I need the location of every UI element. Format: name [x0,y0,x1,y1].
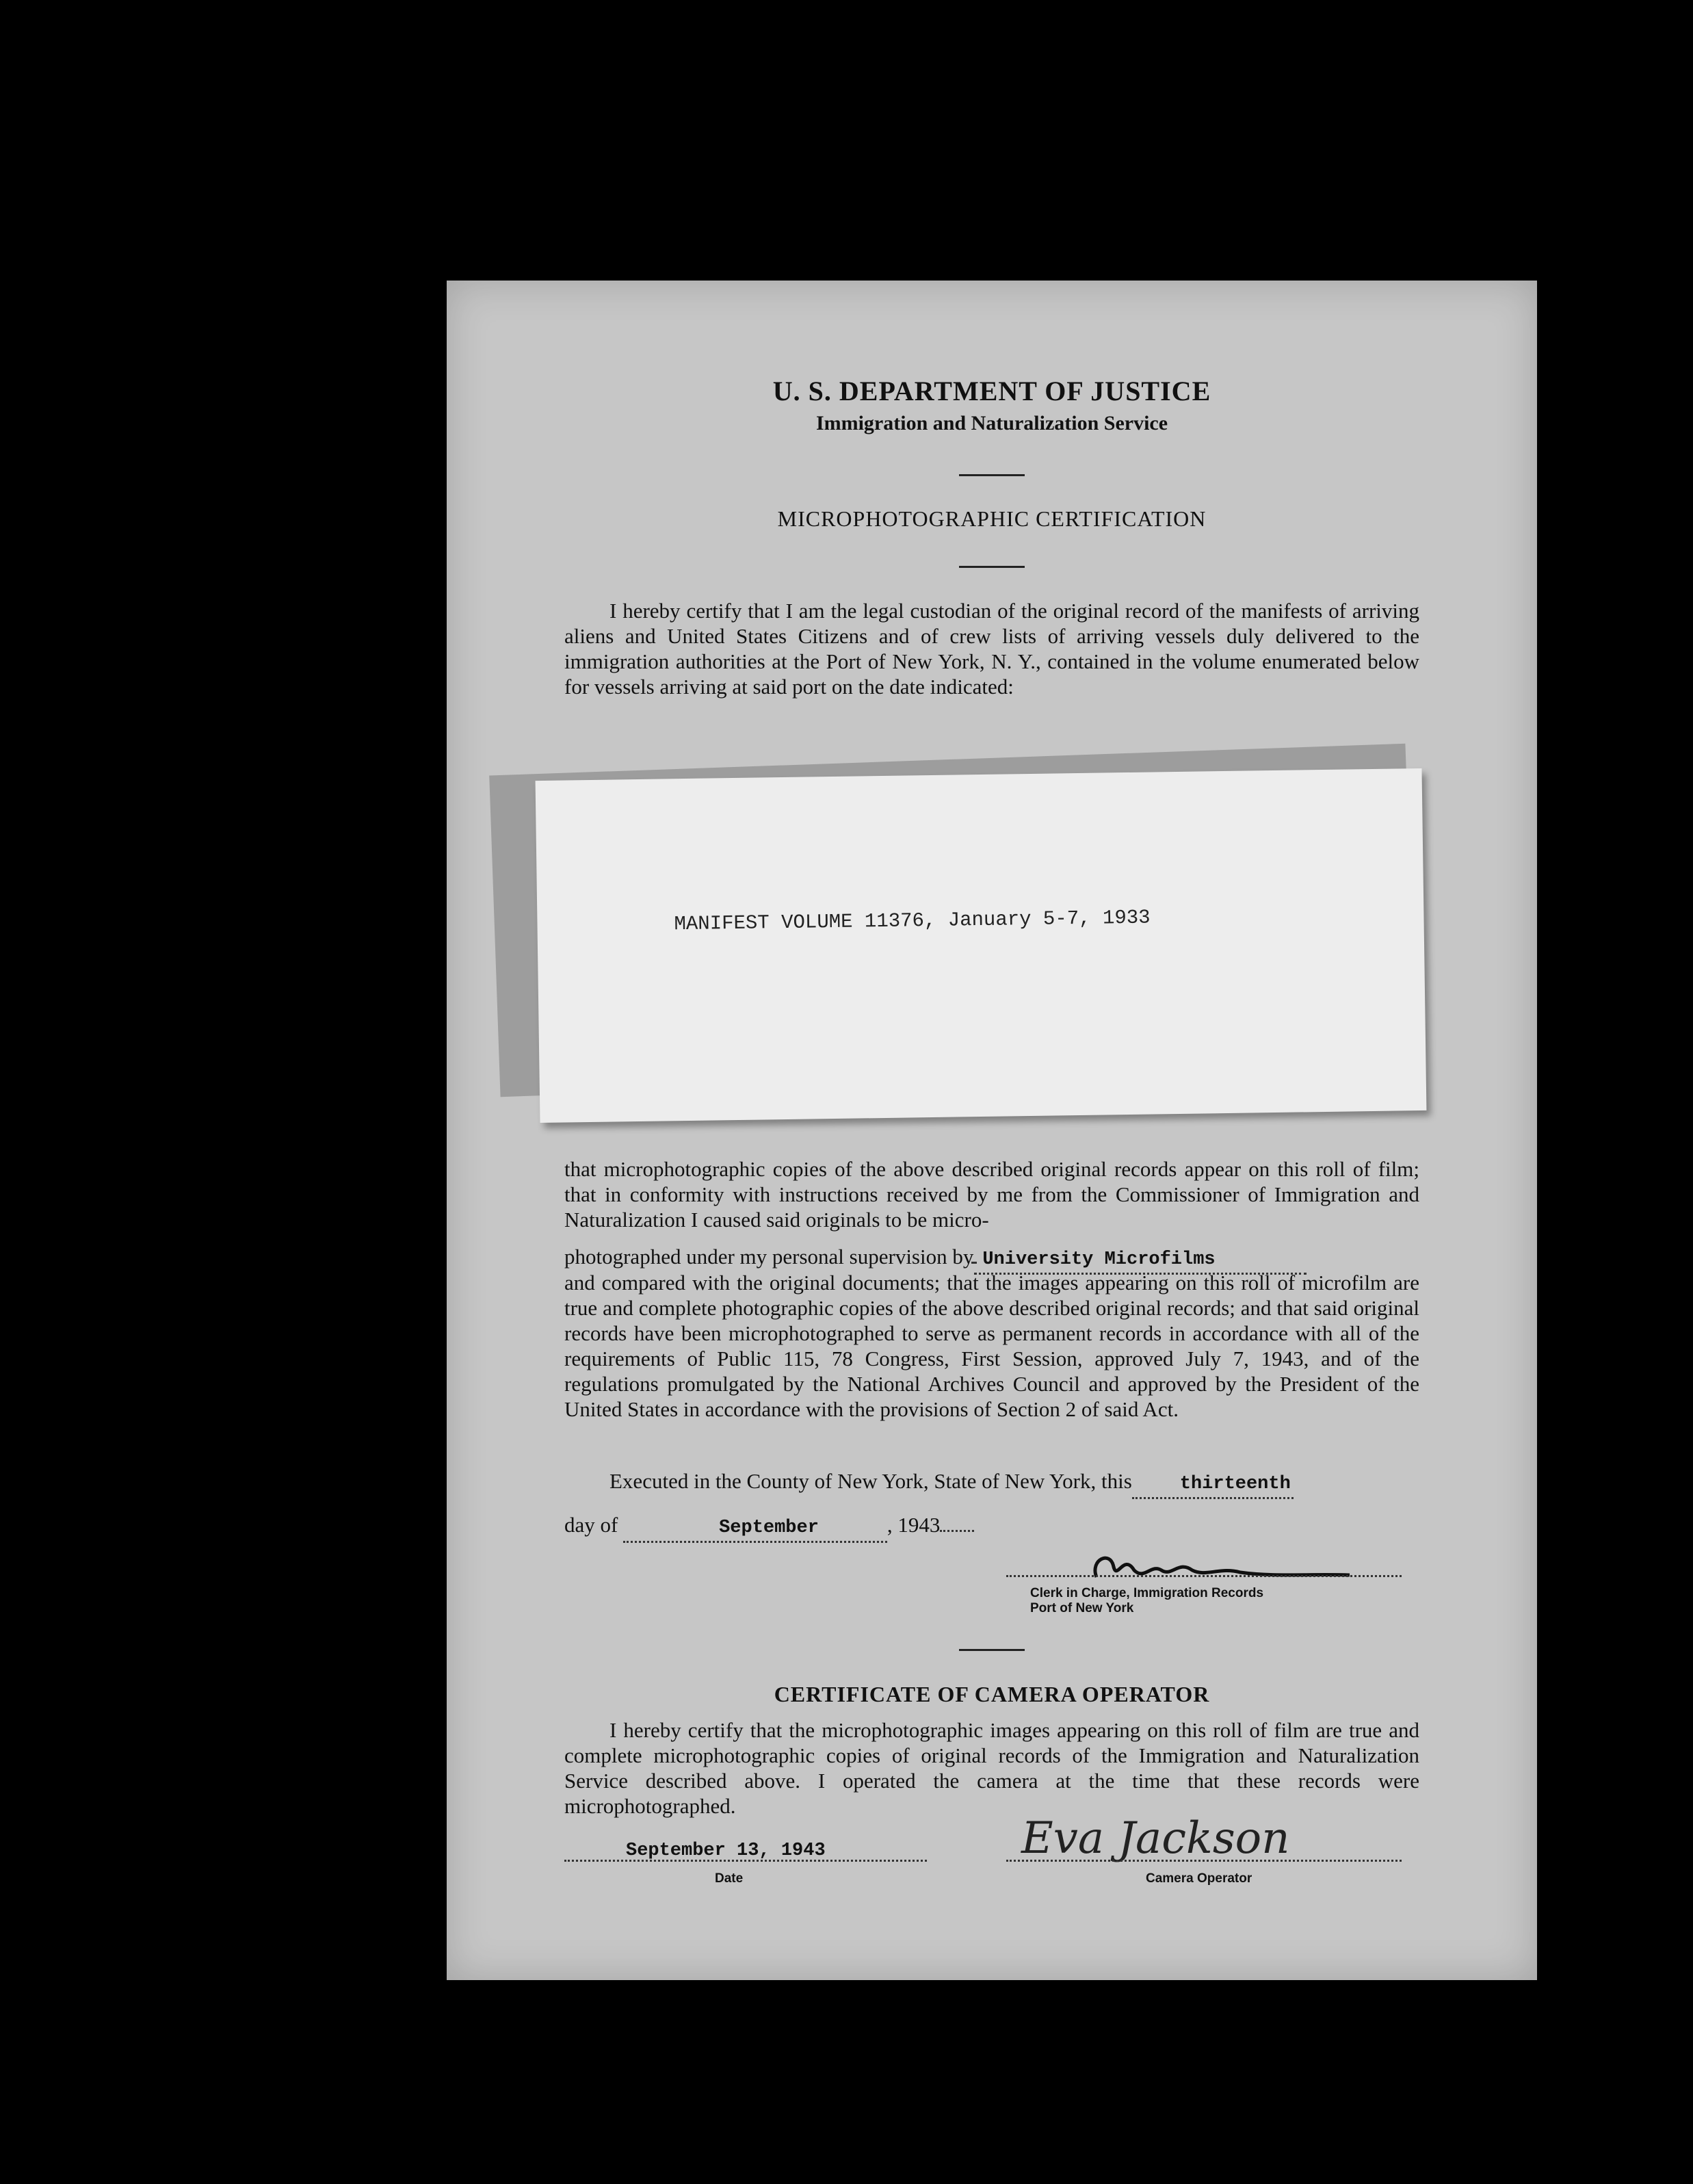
operator-signature: Eva Jackson [1021,1813,1290,1864]
camera-certificate-title: CERTIFICATE OF CAMERA OPERATOR [774,1682,1210,1706]
body-paragraph-2 [564,1270,1419,1422]
supervision-filled: University Microfilms [974,1247,1307,1275]
service-subtitle: Immigration and Naturalization Service [815,412,1168,434]
body-paragraph-1 [564,1156,1419,1232]
operator-signature-line [1006,1860,1402,1862]
date-label: Date [715,1871,744,1886]
department-title: U. S. DEPARTMENT OF JUSTICE [772,376,1211,406]
executed-day: thirteenth [1132,1472,1294,1499]
certification-title: MICROPHOTOGRAPHIC CERTIFICATION [777,506,1207,531]
supervision-prefix: photographed under my personal supervision by [564,1245,974,1269]
year-digit: 3 [929,1513,941,1537]
month-field: September [623,1516,887,1543]
certificate-sheet [447,281,1537,1980]
manifest-label-card [536,768,1427,1123]
camera-paragraph: I hereby certify that the microphotographic images appearing on this roll of film are true and complete microphotographic copies of original records of the Immigration and Naturalization Service described above. I operated the camera at the time that these records were microphotographed. [564,1718,1419,1818]
divider [959,566,1025,568]
body-text-2: and compared with the original documents; that the images appearing on this roll of microfilm are true and complete photographic copies of the above described original records; and that said original records have been microphotographed to serve as permanent records in accordance with all of the requirements of Public 115, 78 Congress, First Session, approved July 7, 1943, and of the regulations promulgated by the National Archives Council and approved by the President of the United States in accordance with the provisions of Section 2 of said Act. [564,1271,1419,1421]
body-text-1: that microphotographic copies of the above described original records appear on this roll of film; that in conformity with instructions received by me from the Commissioner of Immigration and Naturalization I caused said originals to be micro- [564,1157,1419,1232]
divider [959,474,1025,476]
date-value: September 13, 1943 [626,1841,826,1861]
clerk-signature-line [1006,1575,1402,1577]
divider [959,1649,1025,1651]
intro-paragraph: I hereby certify that I am the legal custodian of the original record of the manifests of arriving aliens and United States Citizens and of crew lists of arriving vessels duly delivered to the immigration authorities at the Port of New York, N. Y., contained in the volume enumerated below for vessels arriving at said port on the date indicated: [564,599,1419,699]
operator-label: Camera Operator [1146,1871,1252,1886]
executed-line: Executed in the County of New York, State of New York, this thirteenth [609,1468,1423,1499]
manifest-volume-label: MANIFEST VOLUME 11376, January 5-7, 1933 [674,906,1151,936]
clerk-title: Clerk in Charge, Immigration Records Port of New York [1030,1586,1264,1615]
day-of-line: day of September , 1943 [564,1512,974,1543]
